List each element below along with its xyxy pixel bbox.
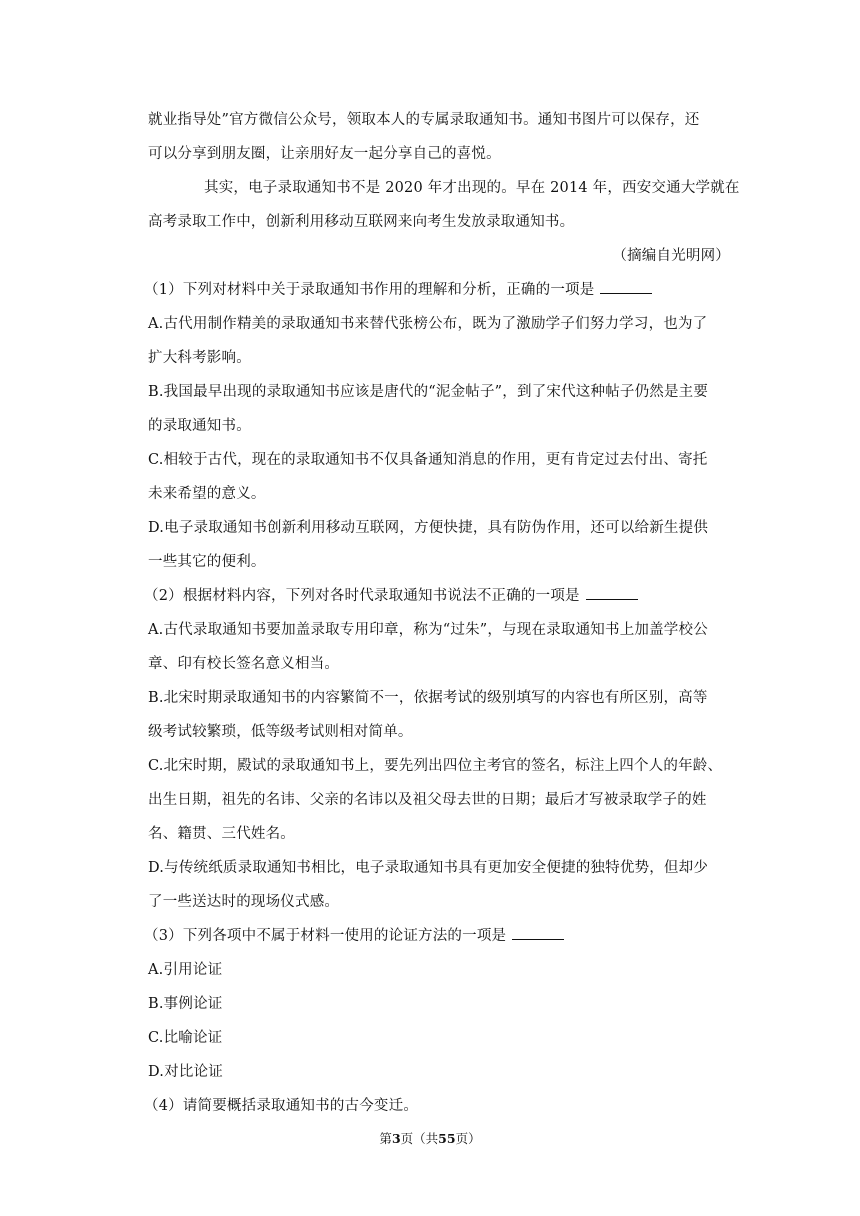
question-2-stem: （2）根据材料内容，下列对各时代录取通知书说法不正确的一项是 (144, 579, 730, 613)
paragraph-line: 高考录取工作中，创新利用移动互联网来向考生发放录取通知书。 (148, 214, 575, 230)
option-line: C.北宋时期，殿试的录取通知书上，要先列出四位主考官的签名，标注上四个人的年龄、 (148, 758, 723, 774)
intro-text (144, 103, 740, 1123)
option-line: D.与传统纸质录取通知书相比，电子录取通知书具有更加安全便捷的独特优势，但却少 (148, 860, 709, 876)
option-line: C.相较于古代，现在的录取通知书不仅具备通知消息的作用，更有肯定过去付出、寄托 (148, 452, 708, 468)
answer-blank (586, 585, 638, 600)
option-line: A.引用论证 (148, 962, 223, 978)
option-line: D.对比论证 (148, 1064, 223, 1080)
option-line: A.古代用制作精美的录取通知书来替代张榜公布，既为了激励学子们努力学习，也为了 (148, 316, 708, 332)
question-4-stem: （4）请简要概括录取通知书的古今变迁。 (144, 1098, 419, 1114)
option-line: 未来希望的意义。 (148, 486, 266, 502)
current-page-number: 3 (391, 1131, 401, 1146)
option-line: B.我国最早出现的录取通知书应该是唐代的“泥金帖子”，到了宋代这种帖子仍然是主要 (148, 384, 709, 400)
paragraph-line: 可以分享到朋友圈，让亲朋好友一起分享自己的喜悦。 (148, 146, 501, 162)
option-line: B.北宋时期录取通知书的内容繁简不一，依据考试的级别填写的内容也有所区别，高等 (148, 690, 708, 706)
option-line: 的录取通知书。 (148, 418, 251, 434)
answer-blank (512, 925, 564, 940)
source-citation: （摘编自光明网） (612, 248, 730, 264)
total-page-number: 55 (438, 1131, 456, 1146)
question-3-stem: （3）下列各项中不属于材料一使用的论证方法的一项是 (144, 919, 730, 953)
option-line: 名、籍贯、三代姓名。 (148, 826, 295, 842)
option-line: 章、印有校长签名意义相当。 (148, 656, 340, 672)
option-line: 了一些送达时的现场仪式感。 (148, 894, 340, 910)
option-line: 扩大科考影响。 (148, 350, 251, 366)
footer-suffix: 页） (455, 1131, 481, 1146)
option-line: 出生日期，祖先的名讳、父亲的名讳以及祖父母去世的日期；最后才写被录取学子的姓 (148, 792, 707, 808)
paragraph-line: 其实，电子录取通知书不是 2020 年才出现的。早在 2014 年，西安交通大学就在 (204, 180, 740, 196)
option-line: C.比喻论证 (148, 1030, 223, 1046)
question-1-stem: （1）下列对材料中关于录取通知书作用的理解和分析，正确的一项是 (144, 273, 730, 307)
option-line: 一些其它的便利。 (148, 554, 266, 570)
option-line: D.电子录取通知书创新利用移动互联网，方便快捷，具有防伪作用，还可以给新生提供 (148, 520, 709, 536)
paragraph-line: 就业指导处”官方微信公众号，领取本人的专属录取通知书。通知书图片可以保存，还 (148, 112, 700, 128)
page-footer (0, 1130, 860, 1148)
option-line: A.古代录取通知书要加盖录取专用印章，称为“过朱”，与现在录取通知书上加盖学校公 (148, 622, 708, 638)
footer-prefix: 第 (379, 1131, 392, 1146)
option-line: 级考试较繁琐，低等级考试则相对简单。 (148, 724, 413, 740)
footer-middle: 页（共 (400, 1131, 439, 1146)
option-line: B.事例论证 (148, 996, 223, 1012)
answer-blank (600, 279, 652, 294)
